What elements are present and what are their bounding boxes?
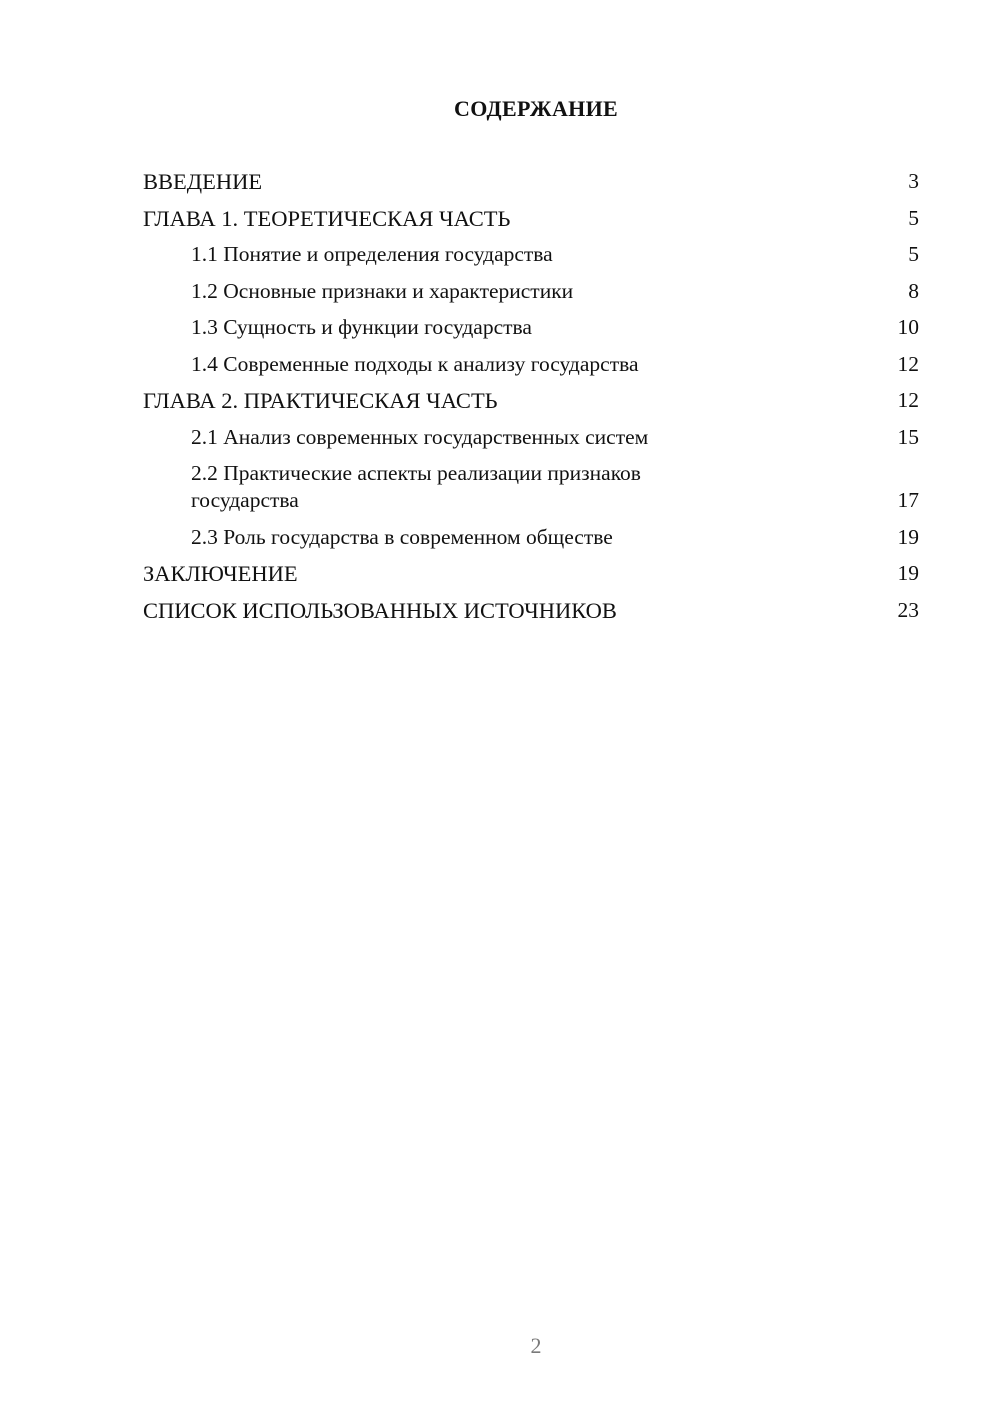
toc-entry-label: 1.3 Сущность и функции государства (191, 315, 532, 339)
toc-entry-label: 1.1 Понятие и определения государства (191, 242, 553, 266)
toc-entry-section-2-1[interactable] (143, 424, 919, 451)
toc-entry-chapter-2[interactable] (143, 387, 919, 414)
toc-entry-label: ГЛАВА 2. ПРАКТИЧЕСКАЯ ЧАСТЬ (143, 388, 498, 413)
toc-entry-label: 1.4 Современные подходы к анализу государства (191, 351, 639, 376)
toc-entry-label: ГЛАВА 1. ТЕОРЕТИЧЕСКАЯ ЧАСТЬ (143, 205, 511, 231)
toc-entry-section-1-3[interactable] (143, 314, 919, 341)
toc-entry-label: 1.2 Основные признаки и характеристики (191, 278, 574, 303)
toc-entry-label: 2.2 Практические аспекты реализации признаков государства (191, 461, 641, 512)
toc-entry-chapter-1[interactable] (143, 205, 919, 232)
toc-entry-page: 3 (908, 169, 919, 193)
toc-entry-section-1-4[interactable] (143, 351, 919, 378)
page-number: 2 (530, 1333, 542, 1358)
toc-entry-section-1-1[interactable] (143, 241, 919, 268)
toc-entry-page: 23 (897, 597, 919, 622)
toc-entry-label: ВВЕДЕНИЕ (143, 169, 263, 194)
toc-entry-page: 19 (897, 561, 919, 585)
toc-entry-section-2-2[interactable] (143, 460, 919, 514)
toc-entry-page: 10 (897, 315, 919, 339)
toc-entry-label: ЗАКЛЮЧЕНИЕ (143, 561, 298, 586)
toc-entry-page: 5 (908, 205, 919, 230)
toc-entry-introduction[interactable] (143, 168, 919, 195)
toc-entry-conclusion[interactable] (143, 560, 919, 587)
toc-entry-page: 19 (897, 524, 919, 549)
toc-entry-page: 12 (897, 388, 919, 412)
toc-entry-references[interactable] (143, 597, 919, 624)
toc-entry-label: СПИСОК ИСПОЛЬЗОВАННЫХ ИСТОЧНИКОВ (143, 597, 617, 623)
toc-entry-section-2-3[interactable] (143, 524, 919, 551)
toc-entry-page: 12 (897, 351, 919, 376)
toc-entry-section-1-2[interactable] (143, 278, 919, 305)
toc-entry-label: 2.3 Роль государства в современном обществе (191, 524, 613, 549)
toc-entry-page: 15 (897, 424, 919, 449)
toc-title: СОДЕРЖАНИЕ (454, 96, 618, 121)
toc-entry-page: 17 (897, 488, 919, 512)
table-of-contents (143, 168, 919, 633)
toc-entry-label: 2.1 Анализ современных государственных систем (191, 424, 649, 449)
toc-entry-page: 8 (908, 278, 919, 303)
toc-entry-page: 5 (908, 242, 919, 266)
